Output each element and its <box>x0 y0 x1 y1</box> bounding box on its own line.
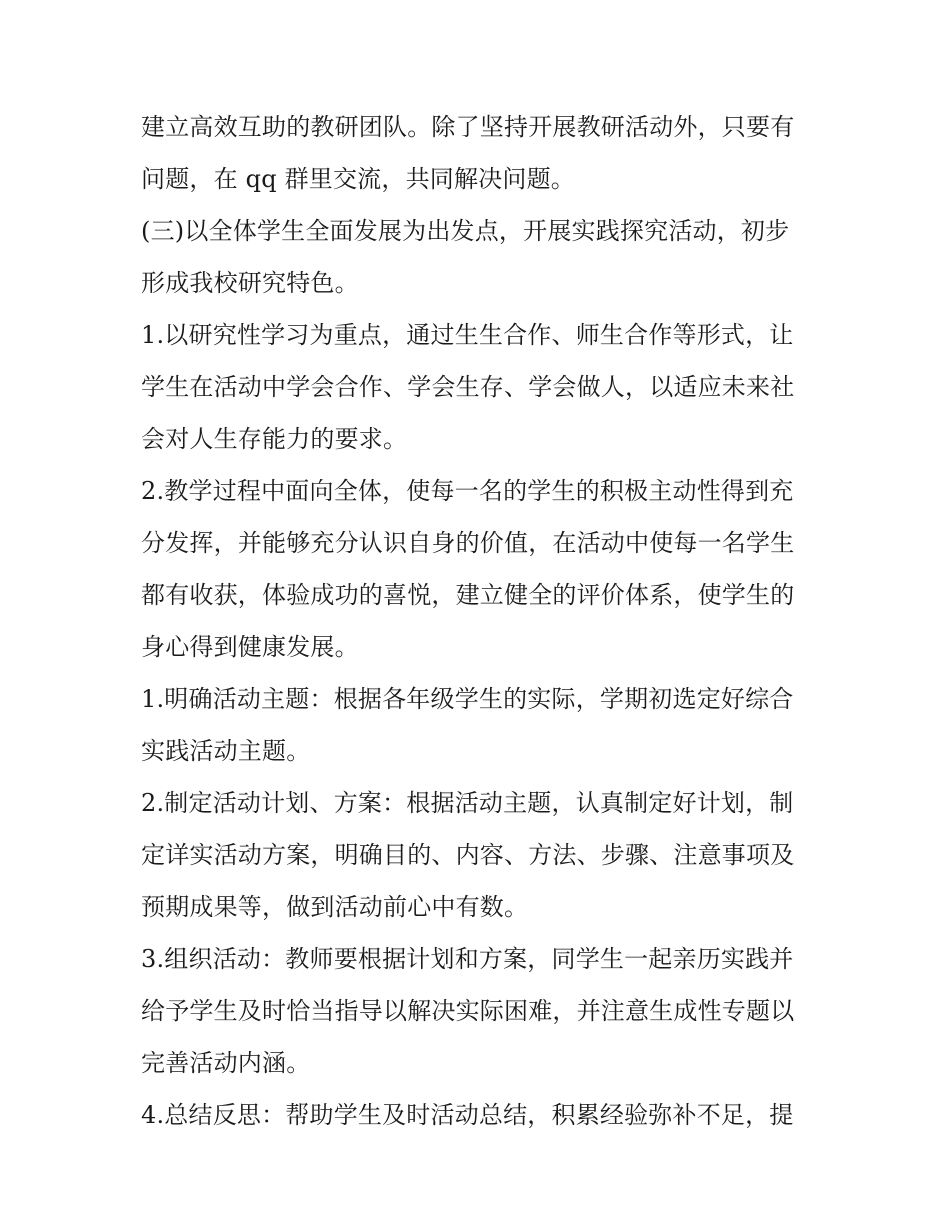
text-line: 分发挥，并能够充分认识自身的价值，在活动中使每一名学生 <box>141 529 795 557</box>
text-line: 1.明确活动主题：根据各年级学生的实际，学期初选定好综合 <box>141 685 794 713</box>
text-line: 问题，在 qq 群里交流，共同解决问题。 <box>141 165 575 193</box>
text-line: 定详实活动方案，明确目的、内容、方法、步骤、注意事项及 <box>141 841 795 869</box>
text-line: 完善活动内涵。 <box>141 1049 311 1077</box>
text-line: 给予学生及时恰当指导以解决实际困难，并注意生成性专题以 <box>141 997 795 1025</box>
text-line: 形成我校研究特色。 <box>141 269 359 297</box>
text-line: 1.以研究性学习为重点，通过生生合作、师生合作等形式，让 <box>141 321 794 349</box>
text-line: 实践活动主题。 <box>141 737 311 765</box>
text-line: 2.教学过程中面向全体，使每一名的学生的积极主动性得到充 <box>141 477 794 505</box>
text-line: 身心得到健康发展。 <box>141 633 359 661</box>
text-line: 都有收获，体验成功的喜悦，建立健全的评价体系，使学生的 <box>141 581 795 609</box>
text-line: 2.制定活动计划、方案：根据活动主题，认真制定好计划，制 <box>141 789 794 817</box>
text-line: 会对人生存能力的要求。 <box>141 425 408 453</box>
text-line: 预期成果等，做到活动前心中有数。 <box>141 893 529 921</box>
text-line: 3.组织活动：教师要根据计划和方案，同学生一起亲历实践并 <box>141 945 794 973</box>
text-line: 建立高效互助的教研团队。除了坚持开展教研活动外，只要有 <box>141 113 795 141</box>
text-line: 学生在活动中学会合作、学会生存、学会做人，以适应未来社 <box>141 373 795 401</box>
text-line: 4.总结反思：帮助学生及时活动总结，积累经验弥补不足，提 <box>141 1101 794 1129</box>
text-line: (三)以全体学生全面发展为出发点，开展实践探究活动，初步 <box>141 217 790 245</box>
document-body <box>141 101 821 1141</box>
